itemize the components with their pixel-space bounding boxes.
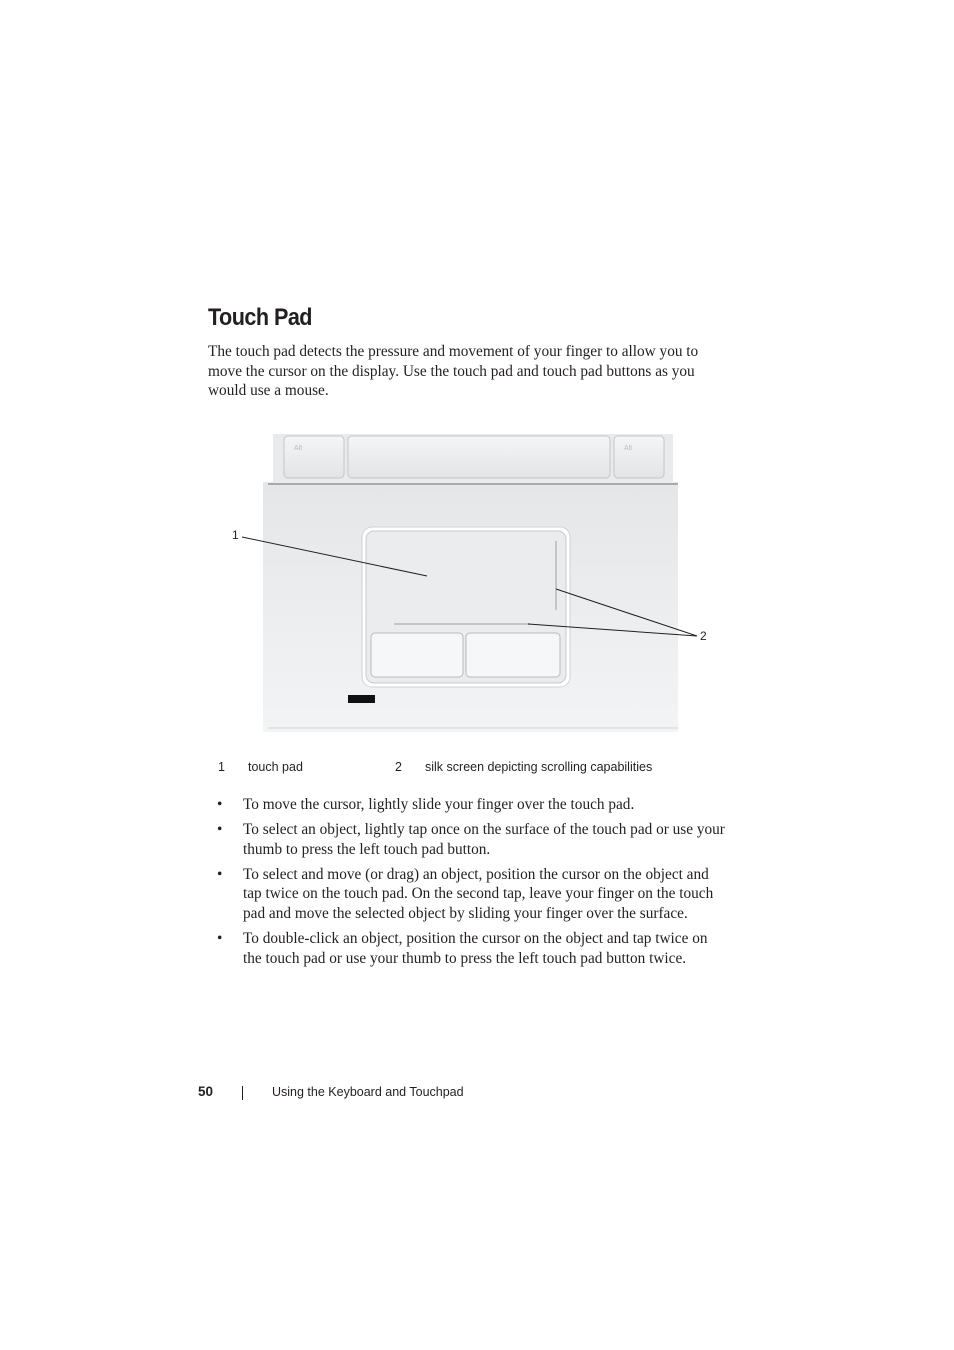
- callout-1: 1: [232, 528, 239, 542]
- legend-number-2: 2: [395, 760, 402, 774]
- right-touchpad-button: [466, 633, 560, 677]
- list-item: • To select and move (or drag) an object, position the cursor on the object and tap twice on the touch pad. On the second tap, leave your finger on the touch pad and move the selected object by sliding your finger over the surface.: [217, 865, 714, 922]
- legend-number-1: 1: [218, 760, 225, 774]
- left-alt-key-label: Alt: [294, 445, 303, 452]
- right-alt-key-label: Alt: [624, 445, 633, 452]
- list-item: • To double-click an object, position the cursor on the object and tap twice on the touch pad or use your thumb to press the left touch pad button twice.: [217, 930, 708, 967]
- callout-2: 2: [700, 629, 707, 643]
- list-item-text: To move the cursor, lightly slide your finger over the touch pad.: [243, 796, 635, 813]
- page-title: Touch Pad: [208, 304, 312, 331]
- page-number: 50: [198, 1084, 214, 1099]
- list-item-text: To select and move (or drag) an object, position the cursor on the object and tap twice on the touch pad. On the second tap, leave your finger on the touch pad and move the selected object by sliding your finger over the surface.: [243, 865, 714, 922]
- footer-divider: [242, 1086, 243, 1100]
- list-item-text: To double-click an object, position the cursor on the object and tap twice on the touch pad or use your thumb to press the left touch pad button twice.: [243, 930, 708, 967]
- legend-label-2: silk screen depicting scrolling capabilities: [425, 760, 653, 774]
- left-touchpad-button: [371, 633, 463, 677]
- list-item: • To move the cursor, lightly slide your finger over the touch pad.: [217, 796, 635, 813]
- list-item: • To select an object, lightly tap once on the surface of the touch pad or use your thumb to press the left touch pad button.: [217, 821, 725, 858]
- status-indicator: [348, 695, 375, 703]
- intro-paragraph: The touch pad detects the pressure and movement of your finger to allow you to move the cursor on the display. Use the touch pad and touch pad buttons as you would use a mouse.: [208, 343, 699, 400]
- list-item-text: To select an object, lightly tap once on the surface of the touch pad or use your thumb to press the left touch pad button.: [243, 821, 725, 858]
- right-alt-key: [614, 436, 664, 478]
- touchpad-illustration: [208, 434, 728, 734]
- touchpad-figure: [208, 434, 728, 734]
- legend-label-1: touch pad: [248, 760, 303, 774]
- footer-chapter-title: Using the Keyboard and Touchpad: [272, 1085, 464, 1099]
- instruction-list: [208, 795, 728, 974]
- left-alt-key: [284, 436, 344, 478]
- space-bar: [348, 436, 610, 478]
